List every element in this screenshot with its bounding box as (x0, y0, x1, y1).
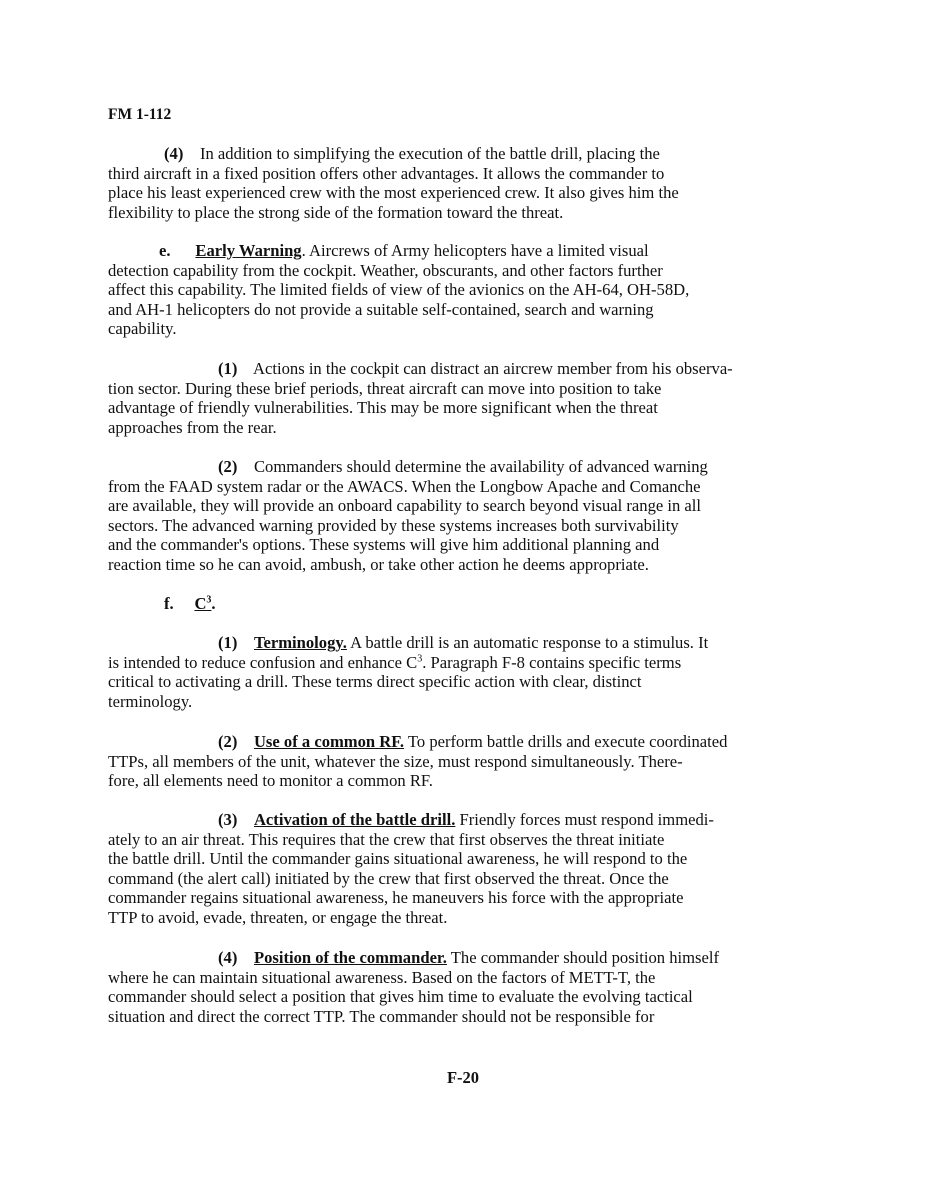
paragraph-label: (2) (218, 457, 238, 476)
text-line: are available, they will provide an onboard capability to search beyond visual range in all (108, 496, 702, 515)
section-title: Early Warning (195, 241, 302, 260)
paragraph-first-line (108, 144, 818, 164)
text-line: commander should select a position that gives him time to evaluate the evolving tactical (108, 987, 693, 1006)
paragraph-cockpit-actions (108, 359, 818, 437)
text-line: . Aircrews of Army helicopters have a limited visual (301, 241, 649, 260)
text-line: In addition to simplifying the execution of the battle drill, placing the (199, 144, 660, 163)
paragraph-activation (108, 810, 818, 927)
text-line: terminology. (108, 691, 193, 711)
text-line: and AH-1 helicopters do not provide a suitable self-contained, search and warning (108, 299, 654, 319)
section-label: e. (159, 241, 171, 260)
text-line: sectors. The advanced warning provided by these systems increases both survivability (108, 515, 679, 535)
section-c3 (108, 594, 818, 614)
paragraph-first-line (108, 633, 818, 653)
paragraph-label: (4) (164, 144, 184, 163)
text-line: third aircraft in a fixed position offers other advantages. It allows the commander to (108, 163, 665, 183)
text-fragment: is intended to reduce confusion and enhance C (108, 652, 418, 672)
paragraph-title: Use of a common RF. (253, 732, 405, 751)
text-line: command (the alert call) initiated by the crew that first observed the threat. Once the (108, 868, 669, 888)
text-line: reaction time so he can avoid, ambush, or take other action he deems appropriate. (108, 554, 649, 574)
section-title-text: C (194, 594, 207, 613)
superscript: 3 (206, 594, 212, 606)
text-line: Actions in the cockpit can distract an aircrew member from his observa- (253, 359, 733, 378)
text-line: To perform battle drills and execute coordinated (404, 732, 728, 751)
text-line: affect this capability. The limited fields of view of the avionics on the AH-64, OH-58D, (108, 280, 690, 299)
page-header: FM 1-112 (108, 106, 172, 123)
text-line: Commanders should determine the availability of advanced warning (253, 457, 708, 476)
section-title-period: . (211, 594, 216, 613)
text-line: TTP to avoid, evade, threaten, or engage the threat. (108, 907, 448, 927)
text-line: advantage of friendly vulnerabilities. This may be more significant when the threat (108, 398, 658, 417)
paragraph-commander-position (108, 948, 818, 1026)
paragraph-label: (2) (218, 732, 238, 751)
text-line: the battle drill. Until the commander gains situational awareness, he will respond to the (108, 849, 688, 868)
superscript: 3 (417, 652, 423, 664)
text-line: place his least experienced crew with the most experienced crew. It also gives him the (108, 183, 679, 202)
section-label: f. (164, 594, 174, 613)
paragraph-first-line (108, 732, 818, 752)
text-line: The commander should position himself (446, 948, 719, 967)
paragraph-title: Activation of the battle drill. (253, 810, 456, 829)
paragraph-advanced-warning (108, 457, 818, 574)
text-line: tion sector. During these brief periods, threat aircraft can move into position to take (108, 378, 662, 398)
paragraph-label: (3) (218, 810, 238, 829)
text-line: ately to an air threat. This requires that the crew that first observes the threat initiate (108, 829, 665, 849)
text-line: flexibility to place the strong side of the formation toward the threat. (108, 202, 564, 222)
paragraph-terminology (108, 633, 818, 711)
text-line: approaches from the rear. (108, 417, 277, 437)
text-line: TTPs, all members of the unit, whatever the size, must respond simultaneously. There- (108, 751, 683, 771)
paragraph-title: Position of the commander. (253, 948, 447, 967)
paragraph-first-line (108, 457, 818, 477)
text-line: commander regains situational awareness, he maneuvers his force with the appropriate (108, 888, 684, 907)
text-line: detection capability from the cockpit. Weather, obscurants, and other factors further (108, 260, 663, 280)
text-line: Friendly forces must respond immedi- (455, 810, 714, 829)
paragraph-common-rf (108, 732, 818, 791)
page-number: F-20 (446, 1068, 480, 1087)
paragraph-placement-advantages (108, 144, 818, 222)
text-line: capability. (108, 319, 177, 338)
text-line: situation and direct the correct TTP. The commander should not be responsible for (108, 1006, 655, 1026)
paragraph-label: (4) (218, 948, 238, 967)
section-heading (108, 594, 818, 614)
text-line (108, 653, 818, 673)
text-line: where he can maintain situational awareness. Based on the factors of METT-T, the (108, 967, 656, 987)
text-line: A battle drill is an automatic response to a stimulus. It (346, 633, 709, 652)
text-line: critical to activating a drill. These terms direct specific action with clear, distinct (108, 672, 642, 691)
text-fragment: . Paragraph F-8 contains specific terms (422, 652, 682, 672)
paragraph-title: Terminology. (253, 633, 347, 652)
section-title (194, 594, 211, 613)
text-line: and the commander's options. These systems will give him additional planning and (108, 535, 660, 554)
paragraph-first-line (108, 948, 818, 968)
paragraph-label: (1) (218, 359, 238, 378)
section-early-warning (108, 241, 818, 339)
paragraph-first-line (108, 810, 818, 830)
paragraph-label: (1) (218, 633, 238, 652)
text-line: from the FAAD system radar or the AWACS. When the Longbow Apache and Comanche (108, 476, 701, 496)
paragraph-first-line (108, 241, 818, 261)
paragraph-first-line (108, 359, 818, 379)
text-line: fore, all elements need to monitor a common RF. (108, 771, 433, 790)
